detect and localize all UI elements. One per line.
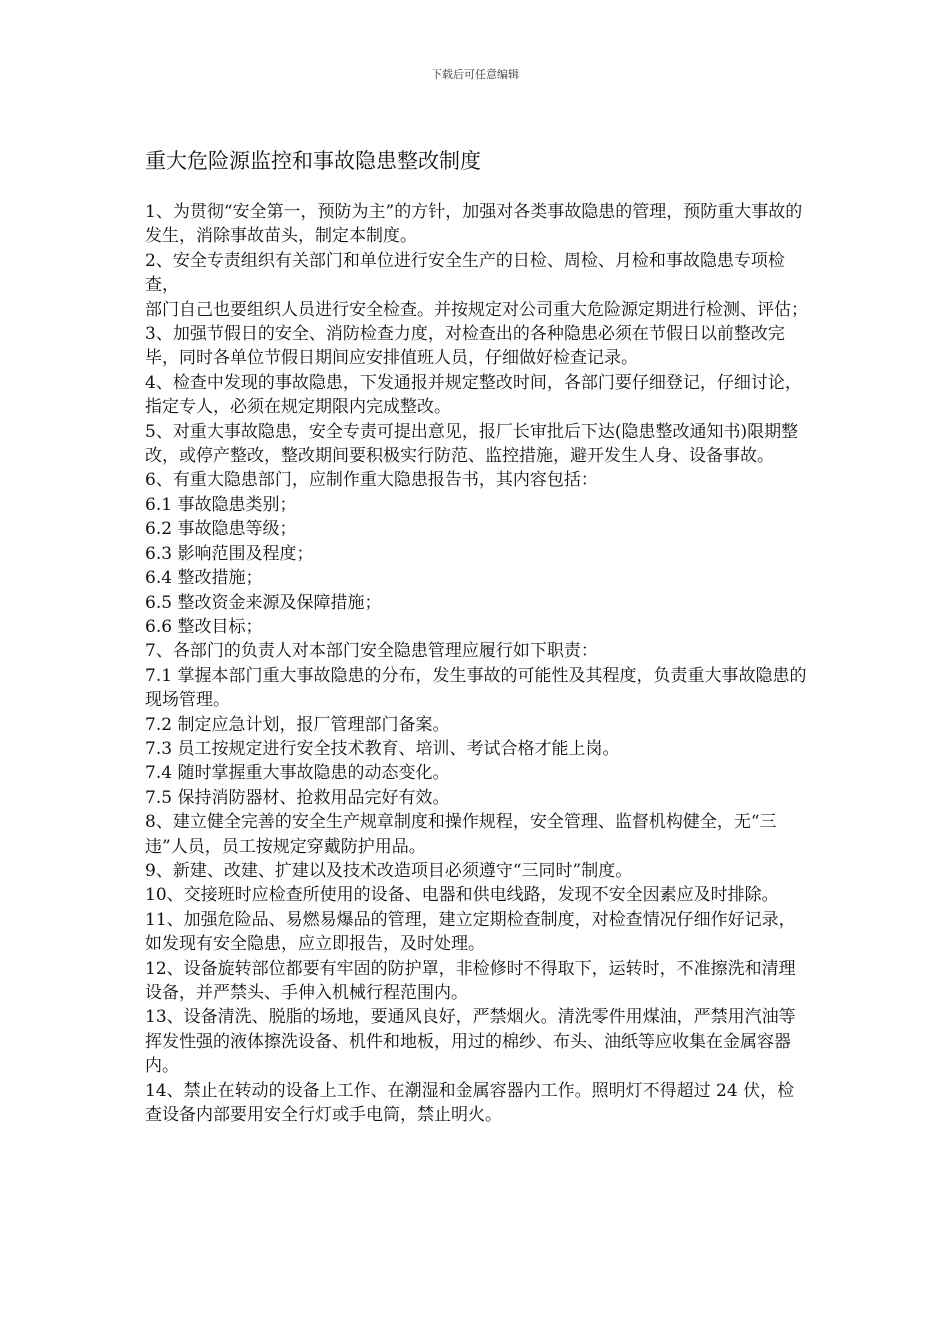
list-item: 7.5 保持消防器材、抢救用品完好有效。: [145, 787, 450, 808]
paragraph: 7、各部门的负责人对本部门安全隐患管理应履行如下职责：: [145, 641, 598, 662]
paragraph: 13、设备清洗、脱脂的场地，要通风良好，严禁烟火。清洗零件用煤油，严禁用汽油等挥发性强的液体擦洗设备、机件和地板，用过的棉纱、布头、油纸等应收集在金属容器内。: [145, 1007, 796, 1077]
list-item: 6.3 影响范围及程度；: [145, 543, 314, 564]
paragraph: 8、建立健全完善的安全生产规章制度和操作规程，安全管理、监督机构健全，无“三违”人员，员工按规定穿戴防护用品。: [145, 812, 777, 857]
paragraph: 2、安全专责组织有关部门和单位进行安全生产的日检、周检、月检和事故隐患专项检查，: [145, 250, 785, 296]
list-item: 6.2 事故隐患等级；: [145, 519, 297, 540]
page-header: 下载后可任意编辑: [431, 68, 519, 81]
paragraph: 12、设备旋转部位都要有牢固的防护罩，非检修时不得取下，运转时，不准擦洗和清理设备，并严禁头、手伸入机械行程范围内。: [145, 958, 796, 1003]
paragraph: 3、加强节假日的安全、消防检查力度，对检查出的各种隐患必须在节假日以前整改完毕，同时各单位节假日期间应安排值班人员，仔细做好检查记录。: [145, 324, 785, 369]
paragraph: 11、加强危险品、易燃易爆品的管理，建立定期检查制度，对检查情况仔细作好记录，如发现有安全隐患，应立即报告，及时处理。: [145, 909, 796, 955]
paragraph: 1、为贯彻“安全第一，预防为主”的方针，加强对各类事故隐患的管理，预防重大事故的发生，消除事故苗头，制定本制度。: [145, 202, 803, 247]
paragraph: 4、检查中发现的事故隐患，下发通报并规定整改时间，各部门要仔细登记，仔细讨论，指定专人，必须在规定期限内完成整改。: [145, 372, 802, 418]
list-item: 7.2 制定应急计划，报厂管理部门备案。: [145, 714, 450, 735]
paragraph: 部门自己也要组织人员进行安全检查。并按规定对公司重大危险源定期进行检测、评估；: [145, 299, 808, 320]
paragraph: 6、有重大隐患部门，应制作重大隐患报告书，其内容包括：: [145, 470, 598, 491]
paragraph: 10、交接班时应检查所使用的设备、电器和供电线路，发现不安全因素应及时排除。: [145, 885, 779, 906]
list-item: 6.1 事故隐患类别；: [145, 494, 297, 515]
list-item: 7.4 随时掌握重大事故隐患的动态变化。: [145, 763, 450, 784]
paragraph: 5、对重大事故隐患，安全专责可提出意见，报厂长审批后下达(隐患整改通知书)限期整改，或停产整改，整改期间要积极实行防范、监控措施，避开发生人身、设备事故。: [145, 421, 799, 467]
list-item: 6.4 整改措施；: [145, 568, 263, 589]
list-item: 7.3 员工按规定进行安全技术教育、培训、考试合格才能上岗。: [145, 738, 620, 759]
document-body: [145, 200, 810, 1127]
list-item: 6.6 整改目标；: [145, 616, 263, 637]
paragraph: 14、禁止在转动的设备上工作、在潮湿和金属容器内工作。照明灯不得超过 24 伏，检查设备内部要用安全行灯或手电筒，禁止明火。: [145, 1080, 795, 1126]
list-item: 7.1 掌握本部门重大事故隐患的分布，发生事故的可能性及其程度，负责重大事故隐患的现场管理。: [145, 665, 807, 711]
list-item: 6.5 整改资金来源及保障措施；: [145, 592, 382, 613]
paragraph: 9、新建、改建、扩建以及技术改造项目必须遵守“三同时”制度。: [145, 860, 633, 881]
document-title: 重大危险源监控和事故隐患整改制度: [145, 149, 481, 173]
